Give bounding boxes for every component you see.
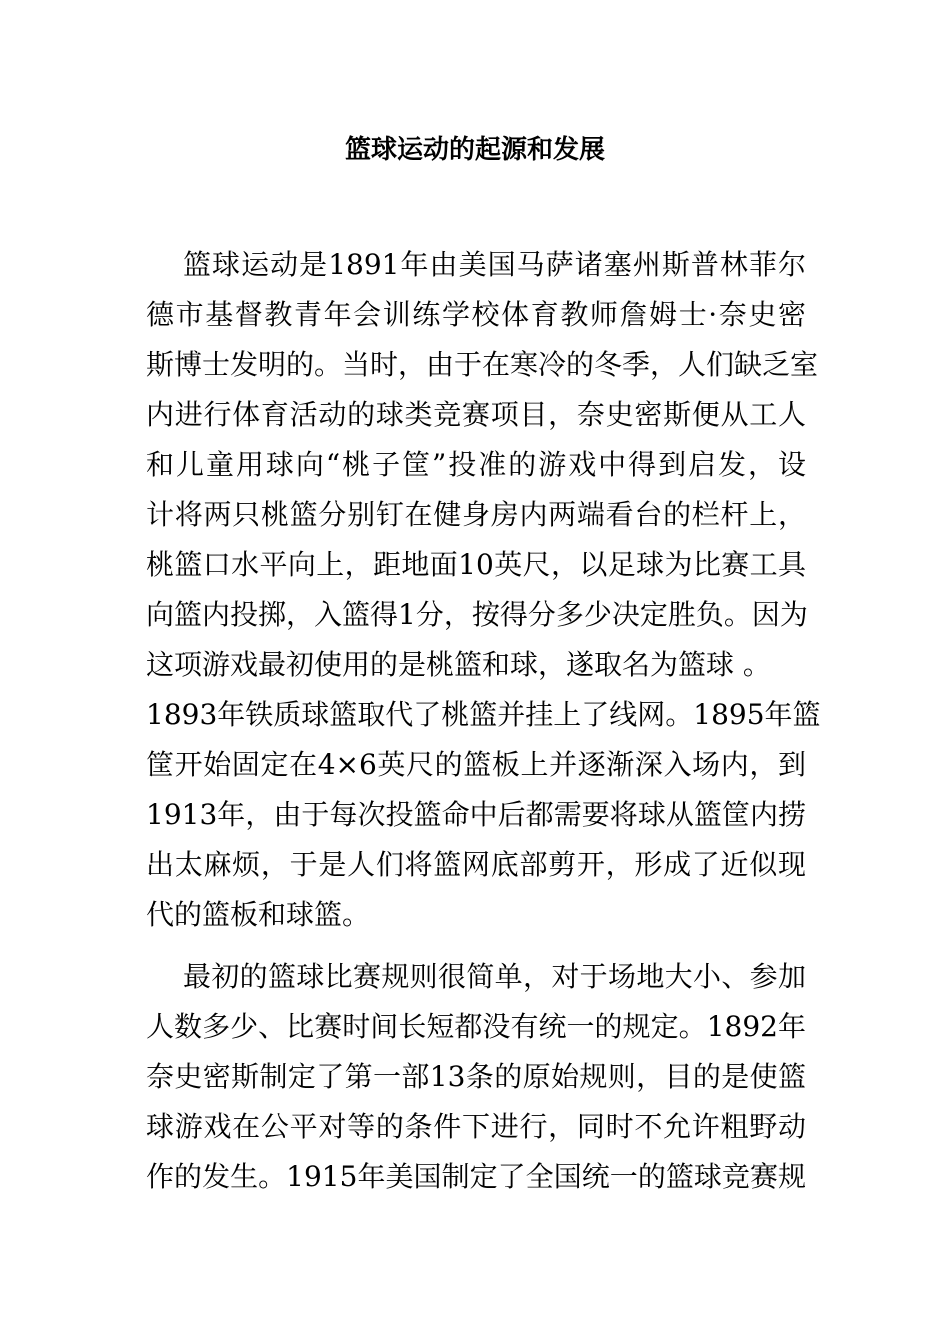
paragraph-1-line-5: 和儿童用球向“桃子筐”投准的游戏中得到启发，设 xyxy=(146,448,806,481)
paragraph-1-line-4: 内进行体育活动的球类竞赛项目，奈史密斯便从工人 xyxy=(146,398,806,431)
paragraph-2-line-4: 球游戏在公平对等的条件下进行，同时不允许粗野动 xyxy=(146,1110,806,1143)
paragraph-2-line-1: 最初的篮球比赛规则很简单，对于场地大小、参加 xyxy=(183,960,806,993)
document-title: 篮球运动的起源和发展 xyxy=(344,135,605,165)
paragraph-1-line-14: 代的篮板和球篮。 xyxy=(146,898,371,931)
paragraph-1-line-1: 篮球运动是1891年由美国马萨诸塞州斯普林菲尔 xyxy=(183,248,806,281)
paragraph-1-line-7: 桃篮口水平向上，距地面10英尺，以足球为比赛工具 xyxy=(146,548,806,581)
paragraph-2-line-2: 人数多少、比赛时间长短都没有统一的规定。1892年 xyxy=(146,1010,806,1043)
paragraph-1-line-6: 计将两只桃篮分别钉在健身房内两端看台的栏杆上， xyxy=(146,498,806,531)
paragraph-1-line-3: 斯博士发明的。当时，由于在寒冷的冬季，人们缺乏室 xyxy=(146,348,819,381)
paragraph-1-line-2: 德市基督教青年会训练学校体育教师詹姆士·奈史密 xyxy=(146,298,806,331)
paragraph-1-line-11: 筐开始固定在4×6英尺的篮板上并逐渐深入场内，到 xyxy=(146,748,806,781)
paragraph-1-line-8: 向篮内投掷，入篮得1分，按得分多少决定胜负。因为 xyxy=(146,598,808,631)
paragraph-1-line-9: 这项游戏最初使用的是桃篮和球，遂取名为篮球 。 xyxy=(146,648,771,681)
paragraph-1-line-12: 1913年，由于每次投篮命中后都需要将球从篮筐内捞 xyxy=(146,798,806,831)
paragraph-1-line-10: 1893年铁质球篮取代了桃篮并挂上了线网。1895年篮 xyxy=(146,698,821,731)
paragraph-2-line-5: 作的发生。1915年美国制定了全国统一的篮球竞赛规 xyxy=(146,1160,806,1193)
paragraph-2-line-3: 奈史密斯制定了第一部13条的原始规则，目的是使篮 xyxy=(146,1060,806,1093)
paragraph-1-line-13: 出太麻烦，于是人们将篮网底部剪开，形成了近似现 xyxy=(146,848,806,881)
